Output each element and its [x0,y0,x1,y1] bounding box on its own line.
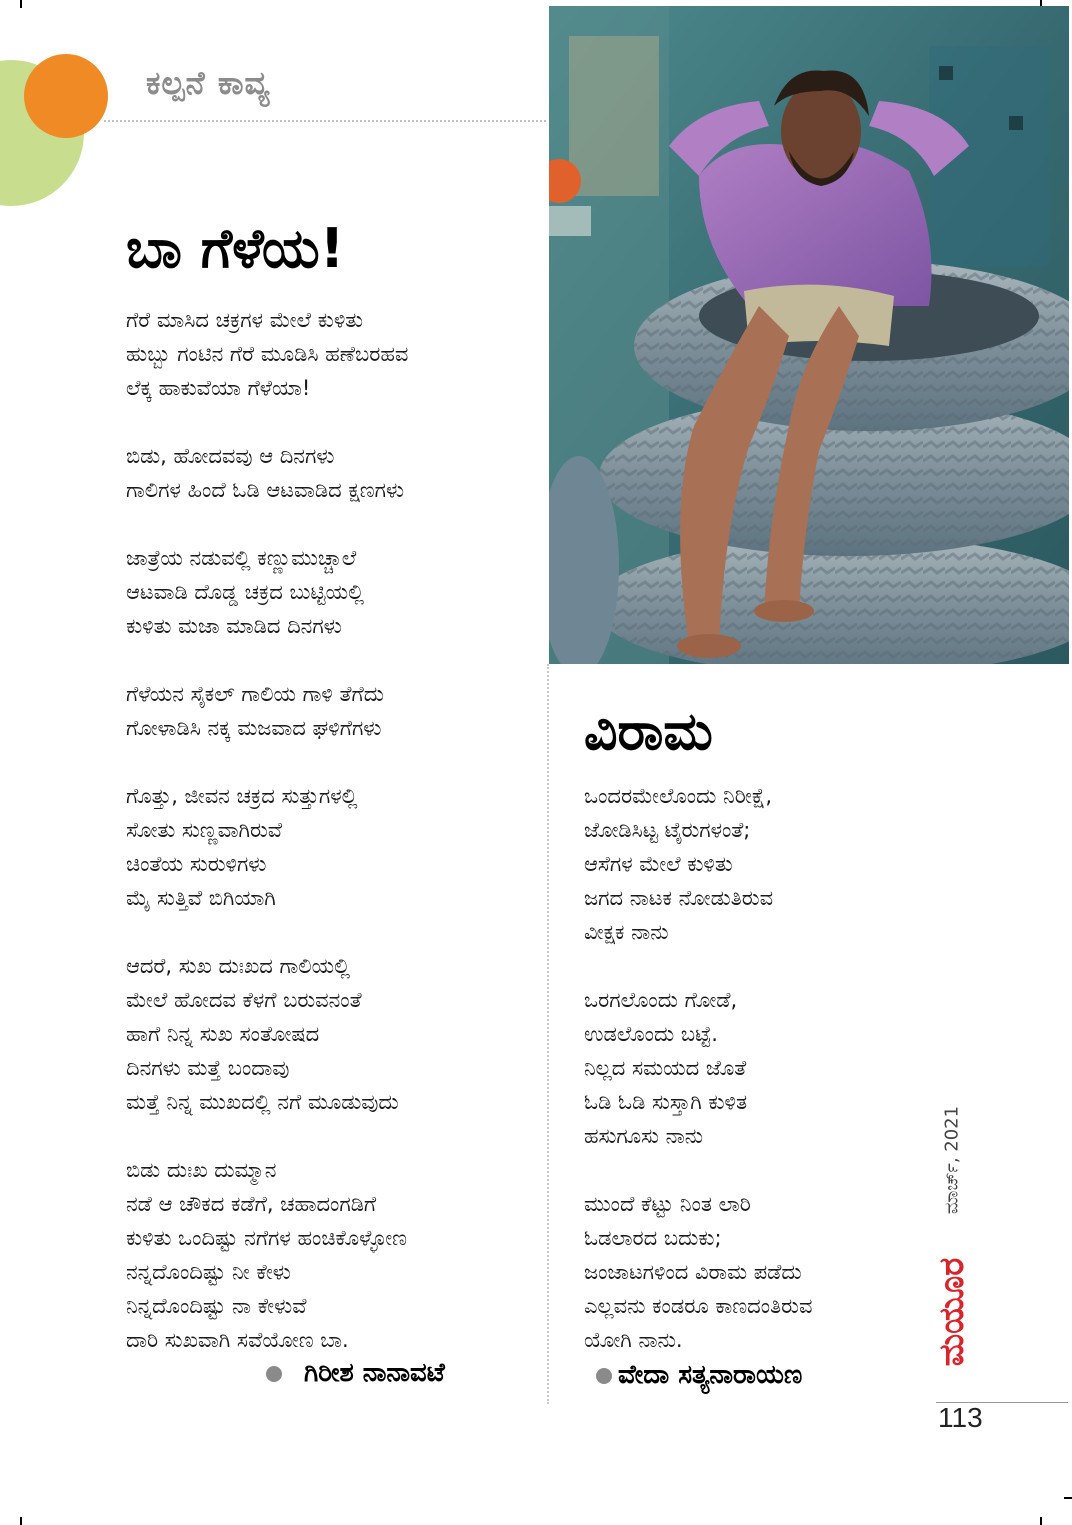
poem-line: ಓಡಲಾರದ ಬದುಕು; [584,1226,722,1250]
poem-line: ಆದರೆ, ಸುಖ ದುಃಖದ ಗಾಲಿಯಲ್ಲಿ [126,954,351,978]
poem-line: ಕುಳಿತು ಮಜಾ ಮಾಡಿದ ದಿನಗಳು [126,614,342,638]
poem-line: ಆಸೆಗಳ ಮೇಲೆ ಕುಳಿತು [584,852,733,876]
magazine-brand: ಮಯೂರ [932,1257,972,1367]
poem-line: ಬಿಡು ದುಃಖ ದುಮ್ಮಾನ [126,1158,277,1182]
poem-line: ಒರಗಲೊಂದು ಗೋಡೆ, [584,988,738,1012]
poem-stanza [584,1187,812,1357]
poem-line: ಮೇಲೆ ಹೋದವ ಕೆಳಗೆ ಬರುವನಂತೆ [126,988,362,1012]
poem-line: ಉಡಲೊಂದು ಬಟ್ಟೆ. [584,1022,718,1046]
poem-line: ಎಲ್ಲವನು ಕಂಡರೂ ಕಾಣದಂತಿರುವ [584,1294,813,1318]
poem-stanza [126,779,408,915]
poem-line: ಚಿಂತೆಯ ಸುರುಳಿಗಳು [126,852,267,876]
poem-line: ಹಾಗೆ ನಿನ್ನ ಸುಖ ಸಂತೋಷದ [126,1022,320,1046]
poem-line: ಜಾತ್ರೆಯ ನಡುವಲ್ಲಿ ಕಣ್ಣುಮುಚ್ಚಾಲೆ [126,546,357,570]
section-label: ಕಲ್ಪನೆ ಕಾವ್ಯ [146,64,271,102]
bullet-icon [596,1368,612,1384]
poem-stanza [126,439,408,507]
poem-line: ಆಟವಾಡಿ ದೊಡ್ಡ ಚಕ್ರದ ಬುಟ್ಟಿಯಲ್ಲಿ [126,580,365,604]
poem-line: ಮತ್ತೆ ನಿನ್ನ ಮುಖದಲ್ಲಿ ನಗೆ ಮೂಡುವುದು [126,1090,399,1114]
poem-stanza [126,303,408,405]
poem1-author-name: ಗಿರೀಶ ನಾನಾವಟೆ [304,1358,445,1388]
poem-line: ಲೆಕ್ಕ ಹಾಕುವೆಯಾ ಗೆಳೆಯಾ! [126,376,311,400]
poem-stanza [126,541,408,643]
poem-line: ನನ್ನದೊಂದಿಷ್ಟು ನೀ ಕೇಳು [126,1260,291,1284]
poem2-author [596,1360,802,1391]
poem-line: ವೀಕ್ಷಕ ನಾನು [584,920,669,944]
poem-line: ಗೋಳಾಡಿಸಿ ನಕ್ಕ ಮಜವಾದ ಘಳಿಗೆಗಳು [126,716,382,740]
decorative-orange-circle [24,54,108,138]
poem-line: ಬಿಡು, ಹೋದವವು ಆ ದಿನಗಳು [126,444,335,468]
photo-illustration [549,6,1069,664]
crop-mark-bottom-left [20,1517,22,1525]
poem2-author-name: ವೇದಾ ಸತ್ಯನಾರಾಯಣ [618,1360,803,1390]
page-number: 113 [938,1402,983,1433]
poem-line: ದಾರಿ ಸುಖವಾಗಿ ಸವೆಯೋಣ ಬಾ. [126,1328,349,1352]
poem-stanza [584,983,812,1153]
poem-line: ಜಗದ ನಾಟಕ ನೋಡುತಿರುವ [584,886,774,910]
column-divider [547,664,549,1404]
poem-line: ನಡೆ ಆ ಚೌಕದ ಕಡೆಗೆ, ಚಹಾದಂಗಡಿಗೆ [126,1192,377,1216]
poem1-body [126,303,408,1357]
poem-line: ಜಂಜಾಟಗಳಿಂದ ವಿರಾಮ ಪಡೆದು [584,1260,802,1284]
poem-line: ಹಸುಗೂಸು ನಾನು [584,1124,704,1148]
poem-line: ಮುಂದೆ ಕೆಟ್ಟು ನಿಂತ ಲಾರಿ [584,1192,751,1216]
poem-line: ಒಂದರಮೇಲೊಂದು ನಿರೀಕ್ಷೆ, [584,784,773,808]
poem2-title: ವಿರಾಮ [584,702,713,762]
poem-line: ಯೋಗಿ ನಾನು. [584,1328,683,1352]
crop-mark-top-left [20,0,22,8]
poem-line: ಸೋತು ಸುಣ್ಣವಾಗಿರುವೆ [126,818,283,842]
poem-stanza [126,677,408,745]
poem-line: ನಿಲ್ಲದ ಸಮಯದ ಜೊತೆ [584,1056,747,1080]
poem-stanza [584,779,812,949]
poem-stanza [126,949,408,1119]
header-dotted-rule [104,120,546,122]
poem-line: ಗೆಳೆಯನ ಸೈಕಲ್ ಗಾಲಿಯ ಗಾಳಿ ತೆಗೆದು [126,682,384,706]
poem-line: ಗೊತ್ತು, ಜೀವನ ಚಕ್ರದ ಸುತ್ತುಗಳಲ್ಲಿ [126,784,358,808]
bullet-icon [266,1366,282,1382]
crop-mark-right [1064,1497,1072,1499]
poem-stanza [126,1153,408,1357]
poem-line: ನಿನ್ನದೊಂದಿಷ್ಟು ನಾ ಕೇಳುವೆ [126,1294,307,1318]
poem1-title: ಬಾ ಗೆಳೆಯ! [126,217,345,280]
poem-line: ಗೆರೆ ಮಾಸಿದ ಚಕ್ರಗಳ ಮೇಲೆ ಕುಳಿತು [126,308,364,332]
poem1-author [266,1358,445,1389]
poem-line: ಗಾಲಿಗಳ ಹಿಂದೆ ಓಡಿ ಆಟವಾಡಿದ ಕ್ಷಣಗಳು [126,478,405,502]
poem2-body [584,779,812,1357]
issue-date: ಮಾರ್ಚ್, 2021 [941,1105,963,1215]
poem-line: ಓಡಿ ಓಡಿ ಸುಸ್ತಾಗಿ ಕುಳಿತ [584,1090,748,1114]
poem-line: ಕುಳಿತು ಒಂದಿಷ್ಟು ನಗೆಗಳ ಹಂಚಿಕೊಳ್ಳೋಣ [126,1226,408,1250]
photo-man-sitting-in-tyres [549,6,1069,664]
poem-line: ಜೋಡಿಸಿಟ್ಟ ಟೈರುಗಳಂತೆ; [584,818,751,842]
poem-line: ಹುಬ್ಬು ಗಂಟಿನ ಗೆರೆ ಮೂಡಿಸಿ ಹಣೆಬರಹವ [126,342,409,366]
crop-mark-bottom-right [1040,1517,1042,1525]
poem-line: ಮೈ ಸುತ್ತಿವೆ ಬಿಗಿಯಾಗಿ [126,886,276,910]
poem-line: ದಿನಗಳು ಮತ್ತೆ ಬಂದಾವು [126,1056,290,1080]
